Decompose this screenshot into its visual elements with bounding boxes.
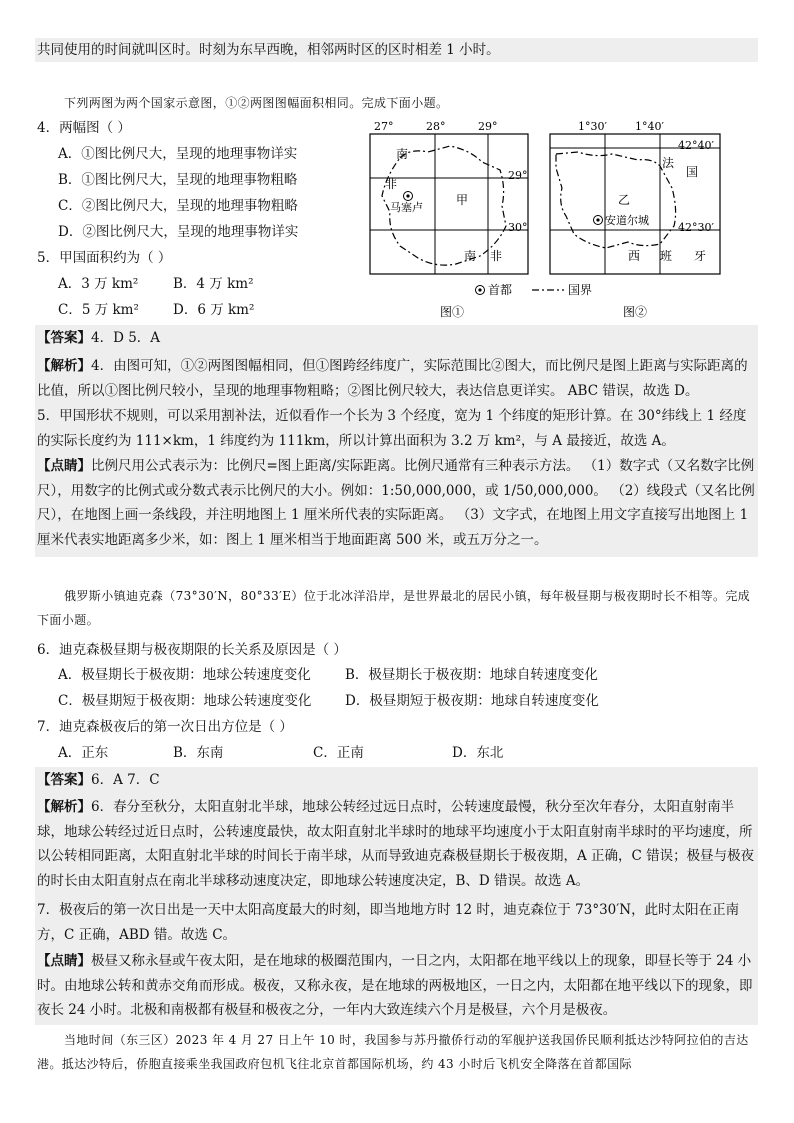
q6-option-c: C．极昼期短于极夜期：地球公转速度变化: [58, 693, 312, 709]
question-5: 5．甲国面积约为（ ）: [37, 250, 172, 266]
maps-figure: [360, 118, 740, 323]
analysis-1-p1: 4．由图可知，①②两图图幅相同，但①图跨经纬度广，实际范围比②图大，而比例尺是图上距离与实际距离的比值，所以①图比例尺较小，呈现的地理事物粗略；②图比例尺较大，表达信息更详实。 ABC 错误，故选 D。: [37, 358, 748, 399]
q7-option-b: B．东南: [173, 745, 224, 761]
q7-option-d: D．东北: [452, 745, 504, 761]
map2-label-ya: 牙: [694, 249, 707, 263]
answer-1-text: 4．D 5．A: [91, 330, 161, 346]
map1-lon-29: 29°: [478, 120, 498, 133]
intro-1: 下列两图为两个国家示意图，①②两图图幅面积相同。完成下面小题。: [64, 96, 449, 110]
answer-1: [37, 328, 160, 348]
map-2: [550, 120, 720, 274]
map2-label-xi: 西: [628, 249, 641, 263]
map1-label-nan: 南: [396, 147, 409, 161]
analysis-1-p2: 5．甲国形状不规则，可以采用割补法，近似看作一个长为 3 个经度，宽为 1 个纬度的矩形计算。在 30°纬线上 1 经度的实际长度约为 111×km，1 纬度约为 111km，所以计算出面积为 3.2 万 km²，与 A 最接近，故选 A。: [37, 408, 747, 449]
map2-label-guo: 国: [686, 165, 699, 179]
legend-border: 国界: [568, 283, 593, 297]
map2-label-yi: 乙: [618, 193, 631, 207]
q5-option-a: A．3 万 km²: [58, 276, 139, 292]
map-legend: [476, 282, 593, 297]
q4-option-d: D．②图比例尺大，呈现的地理事物详实: [58, 224, 299, 240]
map2-lon-140: 1°40′: [635, 120, 664, 133]
map2-lon-130: 1°30′: [578, 120, 607, 133]
analysis-2-p1: 6．春分至秋分，太阳直射北半球，地球公转经过远日点时，公转速度最慢，秋分至次年春分，太阳直射南半球，地球公转经过近日点时，公转速度最快，故太阳直射北半球时的地球平均速度小于太阳直射南半球时的平均速度，所以公转相同距离，太阳直射北半球的时间长于南半球，从而导致迪克森极昼期长于极夜期，A 正确，C 错误；极昼与极夜的时长由太阳直射点在南北半球移动速度决定，即地球公转速度决定，B、D 错误。故选 A。: [37, 799, 755, 889]
map2-label-ban: 班: [660, 249, 673, 263]
tip-1-tag: 【点睛】: [37, 458, 91, 474]
analysis-1-tag: 【解析】: [37, 358, 91, 374]
map2-lat-4240: 42°40′: [678, 139, 714, 152]
map2-border: [556, 152, 676, 248]
q5-option-b: B．4 万 km²: [173, 276, 254, 292]
intro-3: 当地时间（东三区）2023 年 4 月 27 日上午 10 时，我国参与苏丹撤侨行动的军舰护送我国侨民顺利抵达沙特阿拉伯的吉达港。抵达沙特后，侨胞直接乘坐我国政府包机飞往北京首都国际机场，约 43 小时后飞机安全降落在首都国际: [37, 1033, 749, 1071]
analysis-2-tag: 【解析】: [37, 799, 91, 815]
map2-label-fa: 法: [662, 156, 675, 170]
answer-2-tag: 【答案】: [37, 772, 91, 788]
q7-option-a: A．正东: [58, 745, 109, 761]
question-4: 4．两幅图（ ）: [37, 120, 131, 136]
map1-lon-27: 27°: [374, 120, 394, 133]
q4-option-c: C．②图比例尺大，呈现的地理事物粗略: [58, 198, 298, 214]
map1-label-fei2: 非: [490, 249, 503, 263]
answer-2: [37, 770, 160, 790]
map2-lat-4230: 42°30′: [678, 221, 714, 234]
map1-capital-name: 马塞卢: [390, 201, 423, 214]
tip-2: [37, 949, 757, 1023]
q6-option-b: B．极昼期长于极夜期：地球自转速度变化: [345, 667, 598, 683]
analysis-2-p2: 7．极夜后的第一次日出是一天中太阳高度最大的时刻，即当地地方时 12 时，迪克森位于 73°30′N，此时太阳在正南方，C 正确，ABD 错。故选 C。: [37, 902, 740, 943]
tip-1: [37, 454, 757, 552]
top-line: 共同使用的时间就叫区时。时刻为东早西晚，相邻两时区的区时相差 1 小时。: [37, 42, 500, 58]
map2-capital-name: 安道尔城: [605, 214, 649, 227]
map1-label-fei: 非: [385, 177, 398, 191]
q4-option-b: B．①图比例尺大，呈现的地理事物粗略: [58, 172, 298, 188]
map1-lat-30: 30°: [508, 221, 528, 234]
analysis-2: [37, 795, 757, 893]
map1-lon-28: 28°: [426, 120, 446, 133]
q6-option-a: A．极昼期长于极夜期：地球公转速度变化: [58, 667, 311, 683]
map1-label-nan2: 南: [464, 249, 477, 263]
question-6: 6．迪克森极昼期与极夜期限的长关系及原因是（ ）: [37, 642, 347, 658]
tip-1-text: 比例尺用公式表示为：比例尺=图上距离/实际距离。比例尺通常有三种表示方法。 （1）数字式（又名数字比例尺），用数字的比例式或分数式表示比例尺的大小。例如：1:50,000,000，或 1/50,000,000。 （2）线段式（又名比例尺），在地图上画一条线段，并注明地图上 1 厘米所代表的实际距离。 （3）文字式，在地图上用文字直接写出地图上 1 厘米代表实地距离多少米，如：图上 1 厘米相当于地面距离 500 米，或五万分之一。: [37, 458, 755, 548]
q4-option-a: A．①图比例尺大，呈现的地理事物详实: [58, 146, 298, 162]
legend-capital: 首都: [488, 283, 513, 297]
answer-1-tag: 【答案】: [37, 330, 91, 346]
map-1: [370, 120, 528, 274]
tip-2-text: 极昼又称永昼或午夜太阳，是在地球的极圈范围内，一日之内，太阳都在地平线以上的现象，即昼长等于 24 小时。由地球公转和黄赤交角而形成。极夜，又称永夜，是在地球的两极地区，一日之内，太阳都在地平线以下的现象，即夜长 24 小时。北极和南极都有极昼和极夜之分，一年内大致连续六个月是极昼，六个月是极夜。: [37, 953, 753, 1019]
map2-caption: 图②: [623, 305, 648, 319]
q5-option-c: C．5 万 km²: [58, 302, 139, 318]
q6-option-d: D．极昼期短于极夜期：地球自转速度变化: [345, 693, 599, 709]
question-7: 7．迪克森极夜后的第一次日出方位是（ ）: [37, 719, 293, 735]
q7-option-c: C．正南: [313, 745, 364, 761]
map1-lat-29: 29°: [508, 169, 528, 182]
answer-2-text: 6．A 7．C: [91, 772, 160, 788]
intro-2: 俄罗斯小镇迪克森（73°30′N，80°33′E）位于北冰洋沿岸，是世界最北的居民小镇，每年极昼期与极夜期时长不相等。完成下面小题。: [37, 589, 751, 627]
map1-label-jia: 甲: [456, 193, 469, 207]
q5-option-d: D．6 万 km²: [173, 302, 255, 318]
analysis-1: [37, 354, 757, 403]
tip-2-tag: 【点睛】: [37, 953, 91, 969]
map1-caption: 图①: [440, 305, 465, 319]
